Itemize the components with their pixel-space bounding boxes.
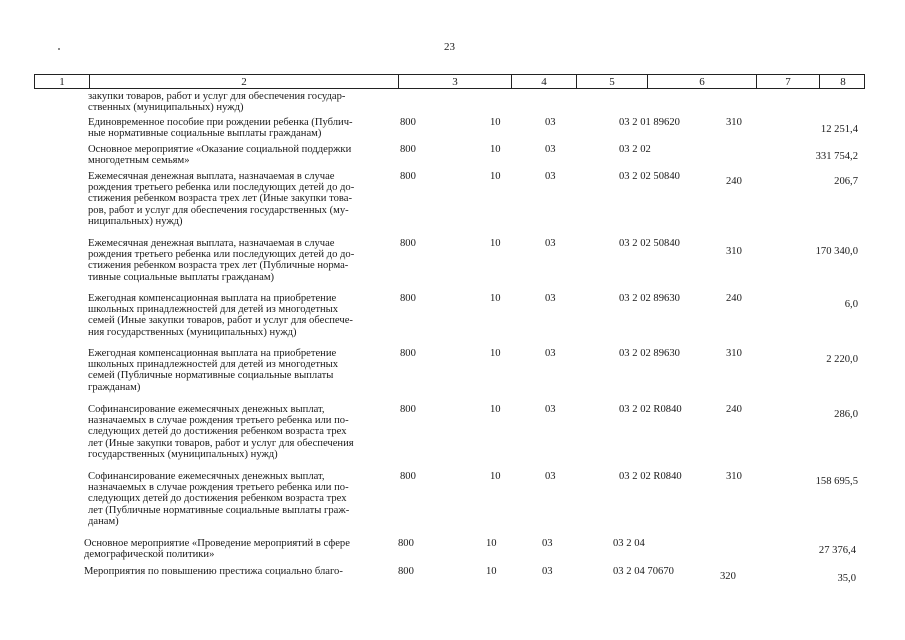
cell-col-3: 800: [400, 144, 416, 155]
cell-col-4: 10: [490, 238, 501, 249]
desc-line: закупки товаров, работ и услуг для обеспечения государ-: [88, 91, 346, 102]
cell-col-7: 310: [726, 471, 742, 482]
desc-line: Основное мероприятие «Оказание социальной поддержки: [88, 144, 352, 155]
desc-line: стижения ребенком возраста трех лет (Публичные норма-: [88, 260, 349, 272]
row-description: [88, 238, 388, 283]
cell-col-4: 10: [490, 144, 501, 155]
desc-line: данам): [88, 515, 119, 527]
cell-col-6: 03 2 04 70670: [613, 566, 674, 577]
desc-line: Софинансирование ежемесячных денежных выплат,: [88, 471, 325, 482]
cell-col-6: 03 2 04: [613, 538, 645, 549]
cell-col-8: 35,0: [837, 573, 856, 584]
desc-line: следующих детей до достижения ребенком возраста трех: [88, 493, 347, 505]
cell-col-7: 320: [720, 571, 736, 582]
cell-col-3: 800: [398, 566, 414, 577]
row-description: [88, 117, 388, 139]
desc-line: Ежемесячная денежная выплата, назначаемая в случае: [88, 171, 335, 182]
row-description: [88, 293, 388, 338]
desc-line: стижения ребенком возраста трех лет (Иные закупки това-: [88, 193, 352, 205]
cell-col-3: 800: [398, 538, 414, 549]
desc-line: школьных принадлежностей для детей из многодетных: [88, 359, 339, 371]
cell-col-3: 800: [400, 238, 416, 249]
cell-col-4: 10: [490, 348, 501, 359]
cell-col-8: 2 220,0: [826, 354, 858, 365]
desc-line: семей (Публичные нормативные социальные выплаты: [88, 370, 334, 382]
cell-col-6: 03 2 02: [619, 144, 651, 155]
cell-col-7: 240: [726, 293, 742, 304]
header-col-2: 2: [89, 75, 398, 88]
cell-col-6: 03 2 02 89630: [619, 348, 680, 359]
desc-line: ниципальных) нужд): [88, 215, 183, 227]
cell-col-5: 03: [545, 471, 556, 482]
desc-line: ные нормативные социальные выплаты гражданам): [88, 128, 322, 140]
desc-line: Ежегодная компенсационная выплата на приобретение: [88, 348, 337, 359]
desc-line: ственных (муниципальных) нужд): [88, 102, 244, 114]
cell-col-4: 10: [490, 117, 501, 128]
desc-line: ния государственных (муниципальных) нужд): [88, 326, 297, 338]
header-col-1: 1: [59, 76, 65, 88]
cell-col-8: 6,0: [844, 299, 858, 310]
cell-col-3: 800: [400, 117, 416, 128]
cell-col-4: 10: [486, 566, 497, 577]
row-description: [88, 171, 388, 227]
desc-line: Софинансирование ежемесячных денежных выплат,: [88, 404, 325, 415]
header-col-3: 3: [398, 75, 511, 88]
cell-col-8: 27 376,4: [818, 545, 856, 556]
cell-col-3: 800: [400, 348, 416, 359]
cell-col-5: 03: [542, 538, 553, 549]
cell-col-8: 286,0: [834, 409, 858, 420]
cell-col-5: 03: [545, 404, 556, 415]
cell-col-4: 10: [490, 171, 501, 182]
cell-col-4: 10: [490, 404, 501, 415]
cell-col-8: 206,7: [834, 176, 858, 187]
cell-col-8: 12 251,4: [820, 124, 858, 135]
cell-col-5: 03: [545, 144, 556, 155]
row-description: [84, 538, 384, 560]
cell-col-8: 158 695,5: [815, 476, 858, 487]
cell-col-5: 03: [545, 293, 556, 304]
cell-col-3: 800: [400, 293, 416, 304]
cell-col-6: 03 2 01 89620: [619, 117, 680, 128]
desc-line: рождения третьего ребенка или последующих детей до до-: [88, 249, 355, 261]
scan-speck: [58, 48, 60, 50]
cell-col-6: 03 2 02 50840: [619, 171, 680, 182]
cell-col-3: 800: [400, 404, 416, 415]
desc-line: лет (Иные закупки товаров, работ и услуг для обеспечения: [88, 437, 354, 449]
desc-line: многодетным семьям»: [88, 155, 190, 167]
header-col-5: 5: [576, 75, 647, 88]
cell-col-8: 331 754,2: [815, 151, 858, 162]
desc-line: назначаемых в случае рождения третьего ребенка или по-: [88, 482, 349, 494]
cell-col-5: 03: [545, 348, 556, 359]
desc-line: назначаемых в случае рождения третьего ребенка или по-: [88, 415, 349, 427]
header-col-8: 8: [819, 75, 866, 88]
row-description: [88, 404, 388, 460]
desc-line: Единовременное пособие при рождении ребенка (Публич-: [88, 117, 353, 128]
desc-line: рождения третьего ребенка или последующих детей до до-: [88, 182, 355, 194]
cell-col-4: 10: [490, 293, 501, 304]
desc-line: следующих детей до достижения ребенком возраста трех: [88, 426, 347, 438]
cell-col-5: 03: [545, 117, 556, 128]
cell-col-7: 240: [726, 404, 742, 415]
desc-line: гражданам): [88, 381, 141, 393]
cell-col-4: 10: [490, 471, 501, 482]
desc-line: тивные социальные выплаты гражданам): [88, 271, 275, 283]
cell-col-6: 03 2 02 50840: [619, 238, 680, 249]
desc-line: Мероприятия по повышению престижа социально благо-: [84, 566, 343, 577]
page-number: 23: [444, 41, 455, 53]
header-col-6: 6: [647, 75, 756, 88]
cell-col-7: 240: [726, 176, 742, 187]
desc-line: демографической политики»: [84, 549, 215, 561]
row-description: [88, 348, 388, 393]
cell-col-8: 170 340,0: [815, 246, 858, 257]
cell-col-6: 03 2 02 R0840: [619, 471, 682, 482]
desc-line: лет (Публичные нормативные социальные выплаты граж-: [88, 504, 350, 516]
row-description: [88, 471, 388, 527]
cell-col-7: 310: [726, 117, 742, 128]
cell-col-5: 03: [545, 238, 556, 249]
cell-col-5: 03: [542, 566, 553, 577]
header-col-7: 7: [756, 75, 819, 88]
desc-line: государственных (муниципальных) нужд): [88, 448, 278, 460]
desc-line: школьных принадлежностей для детей из многодетных: [88, 304, 339, 316]
cell-col-3: 800: [400, 171, 416, 182]
cell-col-4: 10: [486, 538, 497, 549]
continuation-text: [88, 91, 388, 113]
row-description: [88, 144, 388, 166]
header-col-4: 4: [511, 75, 576, 88]
cell-col-3: 800: [400, 471, 416, 482]
desc-line: Основное мероприятие «Проведение мероприятий в сфере: [84, 538, 350, 549]
desc-line: Ежемесячная денежная выплата, назначаемая в случае: [88, 238, 335, 249]
column-header-row: [34, 74, 865, 89]
cell-col-5: 03: [545, 171, 556, 182]
cell-col-7: 310: [726, 348, 742, 359]
desc-line: семей (Иные закупки товаров, работ и услуг для обеспече-: [88, 315, 353, 327]
desc-line: ров, работ и услуг для обеспечения государственных (му-: [88, 204, 349, 216]
cell-col-7: 310: [726, 246, 742, 257]
desc-line: Ежегодная компенсационная выплата на приобретение: [88, 293, 337, 304]
cell-col-6: 03 2 02 R0840: [619, 404, 682, 415]
cell-col-6: 03 2 02 89630: [619, 293, 680, 304]
row-description: [84, 566, 384, 577]
